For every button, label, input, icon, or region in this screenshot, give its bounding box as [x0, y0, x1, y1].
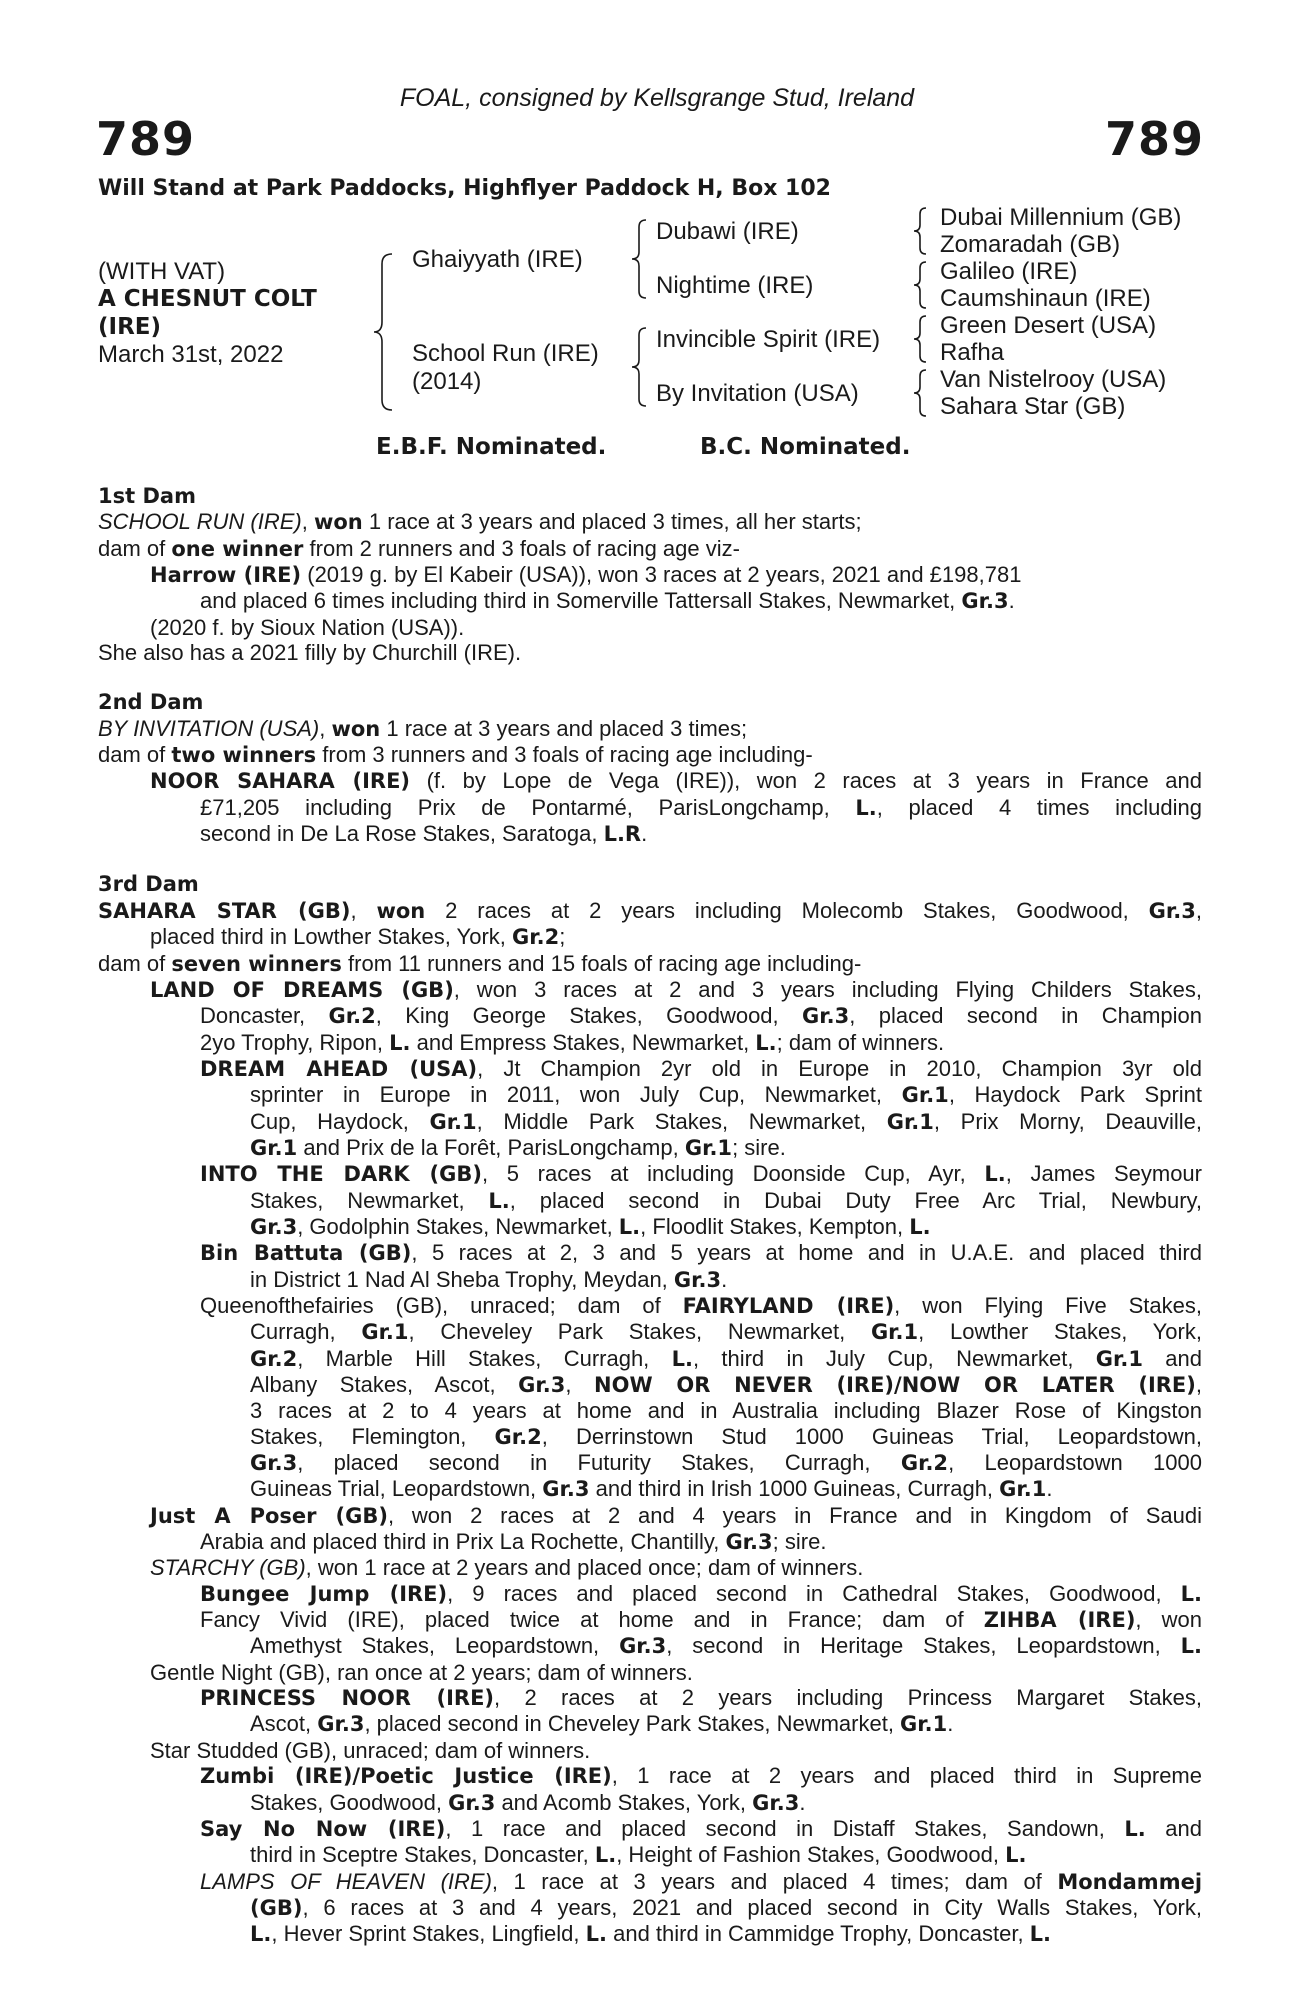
- progeny-name: Harrow (IRE): [150, 563, 302, 588]
- pedigree-g7: Van Nistelrooy (USA): [940, 366, 1167, 393]
- progeny-name: INTO THE DARK (GB): [200, 1162, 482, 1187]
- progeny-name: PRINCESS NOOR (IRE): [200, 1686, 495, 1711]
- text-segment: (f. by Lope de Vega (IRE)), won 2 races at 3 years in France and: [410, 768, 1202, 794]
- text-segment: , 6 races at 3 and 4 years, 2021 and placed second in City Walls Stakes, York,: [302, 1894, 1202, 1920]
- third-dam-line: [98, 1056, 1202, 1082]
- text-segment: and Acomb Stakes, York,: [495, 1789, 753, 1815]
- text-segment: , King George Stakes, Goodwood,: [375, 1003, 803, 1029]
- progeny-name: Bin Battuta (GB): [200, 1241, 412, 1266]
- text-segment: Fancy Vivid (IRE), placed twice at home and in France; dam of: [200, 1607, 984, 1633]
- third-dam-line: [98, 1685, 1202, 1711]
- bold-segment: won: [313, 510, 363, 535]
- text-segment: Doncaster,: [200, 1003, 329, 1029]
- text-segment: , won 1 race at 2 years and placed once; dam of winners.: [305, 1555, 864, 1581]
- text-segment: , placed second in Champion: [849, 1003, 1203, 1029]
- text-segment: ,: [565, 1372, 595, 1397]
- text-segment: , 1 race and placed second in Distaff Stakes, Sandown,: [445, 1815, 1125, 1841]
- text-segment: , Lowther Stakes, York,: [918, 1319, 1202, 1345]
- grade: Gr.1: [870, 1320, 919, 1345]
- vat-note: (WITH VAT): [98, 258, 226, 285]
- grade: Gr.2: [512, 925, 560, 950]
- grade: Gr.3: [542, 1477, 590, 1502]
- text-segment: Cup, Haydock,: [250, 1108, 430, 1134]
- text-segment: from 3 runners and 3 foals of racing age including-: [316, 742, 813, 768]
- text-segment: , Floodlit Stakes, Kempton,: [640, 1213, 910, 1239]
- pedigree-brace-sire: [630, 218, 650, 300]
- text-segment: , Prix Morny, Deauville,: [933, 1108, 1203, 1134]
- text-segment: , placed second in Dubai Duty Free Arc Trial, Newbury,: [509, 1187, 1203, 1213]
- grade: L.: [909, 1214, 931, 1239]
- third-dam-line: [98, 1581, 1202, 1607]
- third-dam-line: [98, 1895, 1202, 1921]
- grade: Gr.2: [250, 1346, 298, 1371]
- grade: L.: [488, 1188, 510, 1213]
- text-segment: and third in Cammidge Trophy, Doncaster,: [606, 1921, 1030, 1947]
- pedigree-dam-year: (2014): [412, 368, 482, 395]
- pedigree-sire-sire: Dubawi (IRE): [656, 218, 799, 245]
- bold-segment: seven winners: [171, 951, 342, 976]
- text-segment: ,: [319, 715, 332, 741]
- progeny-name: Mondammej: [1057, 1869, 1203, 1894]
- grade: Gr.3: [802, 1004, 850, 1029]
- horse-title-line2: (IRE): [98, 314, 162, 340]
- text-segment: placed third in Lowther Stakes, York,: [150, 924, 512, 950]
- first-dam-line: [98, 509, 1202, 535]
- third-dam-line: [98, 1161, 1202, 1187]
- stand-location: Will Stand at Park Paddocks, Highflyer Paddock H, Box 102: [98, 176, 831, 201]
- grade: Gr.2: [494, 1424, 542, 1449]
- third-dam-line: [98, 1555, 1202, 1580]
- second-dam-line: [98, 821, 1202, 847]
- pedigree-sire: Ghaiyyath (IRE): [412, 246, 583, 273]
- bold-segment: two winners: [171, 743, 317, 768]
- text-segment: , Derrinstown Stud 1000 Guineas Trial, Leopardstown,: [541, 1423, 1202, 1449]
- pedigree-g2: Zomaradah (GB): [940, 231, 1121, 258]
- pedigree-brace-g4: [912, 368, 930, 418]
- dam-name: BY INVITATION (USA): [98, 715, 320, 741]
- grade: Gr.3: [448, 1790, 496, 1815]
- text-segment: dam of: [98, 950, 172, 976]
- first-dam-line: [98, 536, 1202, 562]
- text-segment: , Leopardstown 1000: [948, 1450, 1202, 1476]
- dam-name: LAMPS OF HEAVEN (IRE): [200, 1868, 492, 1894]
- third-dam-line: [98, 1030, 1202, 1056]
- grade: Gr.1: [429, 1109, 477, 1134]
- ebf-nominated: E.B.F. Nominated.: [376, 434, 607, 460]
- second-dam-line: [98, 768, 1202, 794]
- progeny-name: FAIRYLAND (IRE): [682, 1293, 895, 1318]
- text-segment: , James Seymour: [1005, 1161, 1202, 1187]
- bold-segment: won: [331, 716, 381, 741]
- first-dam-line: [98, 615, 1202, 640]
- text-segment: Albany Stakes, Ascot,: [250, 1372, 519, 1397]
- grade: L.: [618, 1214, 641, 1239]
- grade: Gr.3: [250, 1451, 298, 1476]
- third-dam-line: [98, 1738, 1202, 1763]
- third-dam-line: [98, 1267, 1202, 1293]
- progeny-name: Zumbi (IRE)/Poetic Justice (IRE): [200, 1764, 612, 1789]
- grade: L.: [389, 1030, 411, 1055]
- third-dam-line: [98, 1790, 1202, 1816]
- progeny-name: Bungee Jump (IRE): [200, 1581, 448, 1606]
- text-segment: 2 races at 2 years including Molecomb Stakes, Goodwood,: [425, 897, 1149, 923]
- text-segment: Curragh,: [250, 1319, 362, 1345]
- text-segment: Star Studded (GB), unraced; dam of winners.: [150, 1737, 591, 1763]
- progeny-name: ZIHBA (IRE): [983, 1608, 1136, 1633]
- text-segment: Arabia and placed third in Prix La Rochette, Chantilly,: [200, 1529, 726, 1555]
- grade: L.R: [603, 822, 642, 847]
- text-segment: , Cheveley Park Stakes, Newmarket,: [408, 1319, 871, 1345]
- text-segment: ; sire.: [772, 1529, 827, 1555]
- grade: L.: [1029, 1922, 1052, 1947]
- text-segment: Stakes, Flemington,: [250, 1423, 495, 1449]
- grade: Gr.3: [961, 589, 1009, 614]
- text-segment: (2020 f. by Sioux Nation (USA)).: [150, 614, 465, 640]
- text-segment: 2yo Trophy, Ripon,: [200, 1029, 390, 1055]
- grade: Gr.2: [900, 1451, 949, 1476]
- third-dam-line: [98, 1816, 1202, 1842]
- pedigree-sire-dam: Nightime (IRE): [656, 272, 814, 299]
- text-segment: .: [799, 1789, 806, 1815]
- grade: L.: [250, 1922, 272, 1947]
- text-segment: She also has a 2021 filly by Churchill (IRE).: [98, 640, 522, 666]
- text-segment: , won 3 races at 2 and 3 years including Flying Childers Stakes,: [453, 976, 1202, 1002]
- text-segment: .: [721, 1266, 728, 1292]
- third-dam-line: [98, 1372, 1202, 1398]
- text-segment: 1 race at 3 years and placed 3 times, all her starts;: [362, 509, 862, 535]
- text-segment: ; sire.: [732, 1134, 786, 1160]
- bc-nominated: B.C. Nominated.: [700, 434, 911, 460]
- text-segment: Ascot,: [250, 1711, 318, 1737]
- third-dam-line: [98, 1607, 1202, 1633]
- text-segment: , Haydock Park Sprint: [948, 1082, 1202, 1108]
- text-segment: 3 races at 2 to 4 years at home and in Australia including Blazer Rose of Kingston: [250, 1398, 1202, 1424]
- text-segment: , 9 races and placed second in Cathedral Stakes, Goodwood,: [447, 1580, 1181, 1606]
- third-dam-line: [98, 1842, 1202, 1868]
- grade: Gr.3: [752, 1790, 800, 1815]
- grade: Gr.1: [361, 1320, 409, 1345]
- grade: L.: [1180, 1581, 1202, 1606]
- second-dam-line: [98, 795, 1202, 821]
- text-segment: Guineas Trial, Leopardstown,: [250, 1476, 543, 1502]
- grade: Gr.1: [250, 1135, 298, 1160]
- third-dam-line: [98, 1660, 1202, 1685]
- third-dam-line: [98, 1188, 1202, 1214]
- pedigree-g5: Green Desert (USA): [940, 312, 1157, 339]
- text-segment: , placed second in Futurity Stakes, Curragh,: [297, 1450, 901, 1476]
- second-dam-line: [98, 742, 1202, 768]
- progeny-name: NOOR SAHARA (IRE): [150, 769, 411, 794]
- third-dam-line: [98, 1109, 1202, 1135]
- third-dam-heading: 3rd Dam: [98, 872, 199, 897]
- pedigree-g3: Galileo (IRE): [940, 258, 1078, 285]
- progeny-name: Say No Now (IRE): [200, 1816, 446, 1841]
- text-segment: ,: [1195, 897, 1202, 923]
- dam-name: SAHARA STAR (GB): [98, 898, 351, 923]
- text-segment: , 5 races at including Doonside Cup, Ayr,: [481, 1161, 985, 1187]
- grade: Gr.1: [1095, 1346, 1143, 1371]
- grade: Gr.3: [725, 1530, 773, 1555]
- grade: Gr.1: [901, 1083, 949, 1108]
- consignor-line: FOAL, consigned by Kellsgrange Stud, Ireland: [399, 84, 915, 112]
- text-segment: .: [1046, 1476, 1053, 1502]
- pedigree-brace-g3: [912, 314, 930, 364]
- family-notes: [98, 484, 1202, 1948]
- third-dam-line: [98, 1921, 1202, 1947]
- pedigree-brace-g2: [912, 260, 930, 310]
- grade: Gr.2: [328, 1004, 376, 1029]
- text-segment: second in De La Rose Stakes, Saratoga,: [200, 821, 604, 847]
- grade: L.: [755, 1030, 777, 1055]
- grade: L.: [1124, 1816, 1146, 1841]
- third-dam-line: [98, 1763, 1202, 1789]
- third-dam-line: [98, 1476, 1202, 1502]
- text-segment: and third in Irish 1000 Guineas, Curragh,: [589, 1476, 1000, 1502]
- third-dam-line: [98, 1346, 1202, 1372]
- first-dam-line: [98, 640, 1202, 665]
- pedigree-g4: Caumshinaun (IRE): [940, 285, 1151, 312]
- text-segment: sprinter in Europe in 2011, won July Cup, Newmarket,: [250, 1082, 902, 1108]
- progeny-name: Just A Poser (GB): [150, 1503, 388, 1528]
- text-segment: £71,205 including Prix de Pontarmé, ParisLongchamp,: [200, 794, 856, 820]
- horse-title-line1: A CHESNUT COLT: [98, 286, 317, 312]
- pedigree-brace-g1: [912, 206, 930, 256]
- grade: Gr.1: [684, 1135, 733, 1160]
- text-segment: 1 race at 3 years and placed 3 times;: [380, 715, 748, 741]
- text-segment: in District 1 Nad Al Sheba Trophy, Meydan,: [250, 1266, 674, 1292]
- text-segment: from 11 runners and 15 foals of racing age including-: [341, 950, 862, 976]
- text-segment: and: [1145, 1815, 1202, 1841]
- bold-segment: won: [376, 898, 426, 923]
- pedigree-dam: School Run (IRE): [412, 340, 599, 367]
- grade: L.: [855, 795, 877, 820]
- text-segment: .: [1008, 588, 1015, 614]
- text-segment: and Empress Stakes, Newmarket,: [410, 1029, 756, 1055]
- pedigree-g1: Dubai Millennium (GB): [940, 204, 1182, 231]
- third-dam-line: [98, 1633, 1202, 1659]
- text-segment: , second in Heritage Stakes, Leopardstown,: [666, 1633, 1181, 1659]
- text-segment: .: [641, 821, 648, 847]
- grade: Gr.3: [1148, 898, 1196, 923]
- first-dam-line: [98, 588, 1202, 614]
- third-dam-line: [98, 1529, 1202, 1555]
- third-dam-line: [98, 1293, 1202, 1319]
- pedigree-g8: Sahara Star (GB): [940, 393, 1126, 420]
- text-segment: , Jt Champion 2yr old in Europe in 2010, Champion 3yr old: [477, 1055, 1202, 1081]
- progeny-name: (GB): [250, 1895, 303, 1920]
- third-dam-line: [98, 1319, 1202, 1345]
- text-segment: ,: [1195, 1372, 1202, 1397]
- grade: Gr.1: [900, 1712, 948, 1737]
- dam-name: SCHOOL RUN (IRE): [98, 509, 302, 535]
- third-dam-line: [98, 1450, 1202, 1476]
- text-segment: dam of: [98, 535, 172, 561]
- grade: Gr.1: [886, 1109, 934, 1134]
- text-segment: , third in July Cup, Newmarket,: [692, 1345, 1096, 1371]
- grade: L.: [1180, 1634, 1202, 1659]
- text-segment: Stakes, Newmarket,: [250, 1187, 489, 1213]
- text-segment: ,: [350, 897, 377, 923]
- third-dam-line: [98, 1240, 1202, 1266]
- section-gap: [98, 665, 1202, 690]
- pedigree-g6: Rafha: [940, 339, 1005, 366]
- text-segment: Amethyst Stakes, Leopardstown,: [250, 1633, 620, 1659]
- text-segment: (2019 g. by El Kabeir (USA)), won 3 races at 2 years, 2021 and £198,781: [301, 562, 1022, 588]
- bold-segment: one winner: [171, 536, 304, 561]
- first-dam-heading: 1st Dam: [98, 484, 196, 508]
- third-dam-line: [98, 951, 1202, 977]
- pedigree-brace-dam: [630, 326, 650, 408]
- text-segment: , won: [1135, 1607, 1202, 1633]
- text-segment: third in Sceptre Stakes, Doncaster,: [250, 1842, 595, 1868]
- grade: L.: [671, 1346, 693, 1371]
- text-segment: dam of: [98, 742, 172, 768]
- text-segment: , 1 race at 3 years and placed 4 times; dam of: [491, 1868, 1058, 1894]
- grade: Gr.3: [619, 1634, 667, 1659]
- dam-name: STARCHY (GB): [150, 1555, 306, 1581]
- lot-number-right: 789: [1104, 112, 1204, 166]
- third-dam-line: [98, 1082, 1202, 1108]
- text-segment: and: [1142, 1345, 1202, 1371]
- text-segment: ,: [301, 509, 314, 535]
- grade: Gr.1: [999, 1477, 1047, 1502]
- text-segment: .: [947, 1711, 954, 1737]
- first-dam-line: [98, 562, 1202, 588]
- text-segment: from 2 runners and 3 foals of racing age viz-: [303, 535, 740, 561]
- text-segment: , Hever Sprint Stakes, Lingfield,: [271, 1921, 586, 1947]
- pedigree-dam-sire: Invincible Spirit (IRE): [656, 326, 881, 353]
- grade: L.: [594, 1843, 617, 1868]
- text-segment: , placed 4 times including: [876, 794, 1202, 820]
- text-segment: , Middle Park Stakes, Newmarket,: [476, 1108, 887, 1134]
- text-segment: , Marble Hill Stakes, Curragh,: [297, 1345, 672, 1371]
- text-segment: ;: [559, 924, 566, 950]
- text-segment: , 2 races at 2 years including Princess Margaret Stakes,: [494, 1685, 1203, 1711]
- second-dam-line: [98, 716, 1202, 742]
- third-dam-line: [98, 924, 1202, 950]
- grade: L.: [1005, 1843, 1027, 1868]
- text-segment: Queenofthefairies (GB), unraced; dam of: [200, 1292, 683, 1318]
- grade: Gr.3: [250, 1214, 298, 1239]
- text-segment: , Godolphin Stakes, Newmarket,: [297, 1213, 619, 1239]
- lot-number-left: 789: [96, 112, 196, 166]
- third-dam-line: [98, 1003, 1202, 1029]
- grade: L.: [585, 1922, 607, 1947]
- section-gap: [98, 847, 1202, 872]
- text-segment: Gentle Night (GB), ran once at 2 years; dam of winners.: [150, 1659, 693, 1685]
- text-segment: , Height of Fashion Stakes, Goodwood,: [616, 1842, 1006, 1868]
- progeny-name: LAND OF DREAMS (GB): [150, 977, 454, 1002]
- progeny-name: DREAM AHEAD (USA): [200, 1056, 478, 1081]
- third-dam-line: [98, 1711, 1202, 1737]
- grade: Gr.3: [518, 1373, 566, 1397]
- text-segment: ; dam of winners.: [776, 1029, 945, 1055]
- third-dam-line: [98, 1214, 1202, 1240]
- foaling-date: March 31st, 2022: [98, 341, 284, 368]
- text-segment: , won 2 races at 2 and 4 years in France and in Kingdom of Saudi: [387, 1502, 1202, 1528]
- third-dam-line: [98, 1398, 1202, 1423]
- text-segment: and placed 6 times including third in Somerville Tattersall Stakes, Newmarket,: [200, 588, 962, 614]
- third-dam-line: [98, 977, 1202, 1003]
- pedigree-brace-main: [372, 252, 396, 412]
- text-segment: , 1 race at 2 years and placed third in Supreme: [611, 1763, 1202, 1789]
- grade: L.: [984, 1162, 1006, 1187]
- second-dam-heading: 2nd Dam: [98, 690, 204, 715]
- text-segment: Stakes, Goodwood,: [250, 1789, 449, 1815]
- text-segment: , won Flying Five Stakes,: [894, 1292, 1202, 1318]
- third-dam-line: [98, 1424, 1202, 1450]
- third-dam-line: [98, 1503, 1202, 1529]
- text-segment: and Prix de la Forêt, ParisLongchamp,: [297, 1134, 685, 1160]
- grade: Gr.3: [673, 1267, 722, 1292]
- progeny-name: NOW OR NEVER (IRE)/NOW OR LATER (IRE): [594, 1373, 1196, 1397]
- third-dam-line: [98, 898, 1202, 924]
- text-segment: , placed second in Cheveley Park Stakes, Newmarket,: [364, 1711, 901, 1737]
- third-dam-line: [98, 1135, 1202, 1161]
- grade: Gr.3: [317, 1712, 365, 1737]
- third-dam-line: [98, 1869, 1202, 1895]
- pedigree-dam-dam: By Invitation (USA): [656, 380, 859, 407]
- text-segment: , 5 races at 2, 3 and 5 years at home and in U.A.E. and placed third: [411, 1240, 1202, 1266]
